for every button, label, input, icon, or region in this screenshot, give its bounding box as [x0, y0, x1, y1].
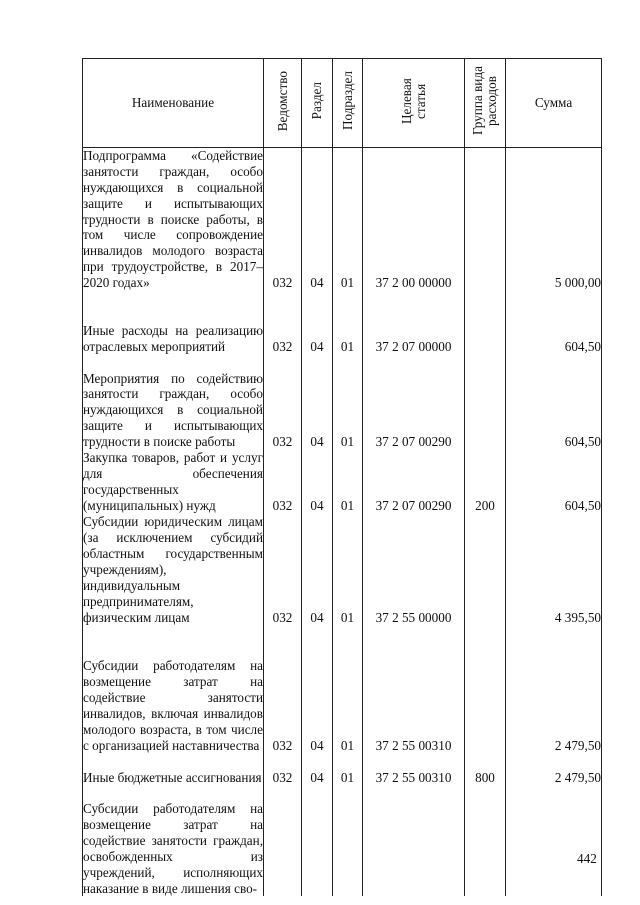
row-summa-cell: 604,50: [506, 291, 602, 355]
row-name-cell: Субсидии работодателям на возмещение затрат на содействие занятости инвалидов, включая инвалидов молодого возраста, в том числе с организацией наставничества: [83, 625, 264, 753]
row-gruppa-cell: [465, 291, 506, 355]
budget-table: [82, 58, 602, 896]
row-razdel-cell: 04: [302, 514, 333, 625]
row-summa-cell: 2 479,50: [506, 753, 602, 785]
row-podrazdel-cell: 01: [333, 625, 363, 753]
row-ved-cell: [264, 785, 302, 896]
row-celevaya-cell: 37 2 07 00290: [363, 450, 465, 514]
row-name-cell: Иные бюджетные ассигнования: [83, 753, 264, 785]
row-gruppa-cell: 800: [465, 753, 506, 785]
row-razdel-cell: 04: [302, 450, 333, 514]
row-summa-cell: 604,50: [506, 450, 602, 514]
table-row: [83, 625, 602, 753]
row-summa-cell: 2 479,50: [506, 625, 602, 753]
header-podrazdel: Подраздел: [333, 59, 363, 148]
row-celevaya-cell: 37 2 55 00310: [363, 753, 465, 785]
row-podrazdel-cell: 01: [333, 355, 363, 450]
row-name-cell: Иные расходы на реализацию отраслевых мероприятий: [83, 291, 264, 355]
row-name-cell: Подпрограмма «Содействие занятости граждан, особо нуждающихся в социальной защите и испытывающих трудности в поиске работы, в том числе сопровождение инвалидов молодого возраста при трудоустройстве, в 2017–2020 годах»: [83, 147, 263, 291]
table-row: [83, 291, 602, 355]
row-name-cell: Мероприятия по содействию занятости граждан, особо нуждающихся в социальной защите и испытывающих трудности в поиске работы: [83, 355, 264, 450]
row-razdel-cell: 04: [302, 753, 333, 785]
table-row: [83, 450, 602, 514]
row-gruppa-cell: 200: [465, 450, 506, 514]
row-ved-cell: 032: [264, 147, 302, 291]
row-ved-cell: 032: [264, 753, 302, 785]
row-celevaya-cell: [363, 785, 465, 896]
row-ved-cell: 032: [264, 625, 302, 753]
row-razdel-cell: [302, 785, 333, 896]
row-podrazdel-cell: 01: [333, 147, 363, 291]
header-gruppa: Группа вида расходов: [465, 59, 506, 148]
row-podrazdel-cell: 01: [333, 753, 363, 785]
table-header: [83, 59, 602, 148]
row-name-cell: Субсидии юридическим лицам (за исключением субсидий областным государственным учреждениям), индивидуальным предпринимателям, физическим лицам: [83, 514, 263, 625]
row-ved-cell: 032: [264, 514, 302, 625]
row-razdel-cell: 04: [302, 147, 333, 291]
row-razdel-cell: 04: [302, 625, 333, 753]
row-celevaya-cell: 37 2 55 00000: [363, 514, 465, 625]
table-row: [83, 753, 602, 785]
row-ved-cell: 032: [264, 291, 302, 355]
row-ved-cell: 032: [264, 450, 302, 514]
row-summa-cell: 4 395,50: [506, 514, 602, 625]
row-summa-cell: 5 000,00: [506, 147, 602, 291]
table-row: [83, 355, 602, 450]
row-razdel-cell: 04: [302, 355, 333, 450]
table-row: [83, 785, 602, 896]
table-row: [83, 147, 602, 291]
row-gruppa-cell: [465, 785, 506, 896]
row-podrazdel-cell: 01: [333, 291, 363, 355]
row-gruppa-cell: [465, 355, 506, 450]
row-name-cell: Закупка товаров, работ и услуг для обеспечения государственных (муниципальных) нужд: [83, 450, 263, 514]
row-name-cell: Субсидии работодателям на возмещение затрат на содействие занятости граждан, освобожденных из учреждений, исполняющих наказание в виде лишения сво-: [83, 785, 264, 896]
row-gruppa-cell: [465, 514, 506, 625]
row-celevaya-cell: 37 2 00 00000: [363, 147, 465, 291]
header-name: Наименование: [83, 59, 264, 148]
row-gruppa-cell: [465, 147, 506, 291]
row-celevaya-cell: 37 2 55 00310: [363, 625, 465, 753]
table-row: [83, 514, 602, 625]
row-celevaya-cell: 37 2 07 00000: [363, 291, 465, 355]
row-podrazdel-cell: [333, 785, 363, 896]
row-gruppa-cell: [465, 625, 506, 753]
row-podrazdel-cell: 01: [333, 514, 363, 625]
header-summa: Сумма: [506, 59, 602, 148]
row-razdel-cell: 04: [302, 291, 333, 355]
row-summa-cell: [506, 785, 602, 896]
row-summa-cell: 604,50: [506, 355, 602, 450]
row-podrazdel-cell: 01: [333, 450, 363, 514]
header-ved: Ведомство: [264, 59, 302, 148]
page-number: 442: [577, 851, 597, 866]
row-celevaya-cell: 37 2 07 00290: [363, 355, 465, 450]
row-ved-cell: 032: [264, 355, 302, 450]
header-razdel: Раздел: [302, 59, 333, 148]
header-celevaya: Целевая статья: [363, 59, 465, 148]
